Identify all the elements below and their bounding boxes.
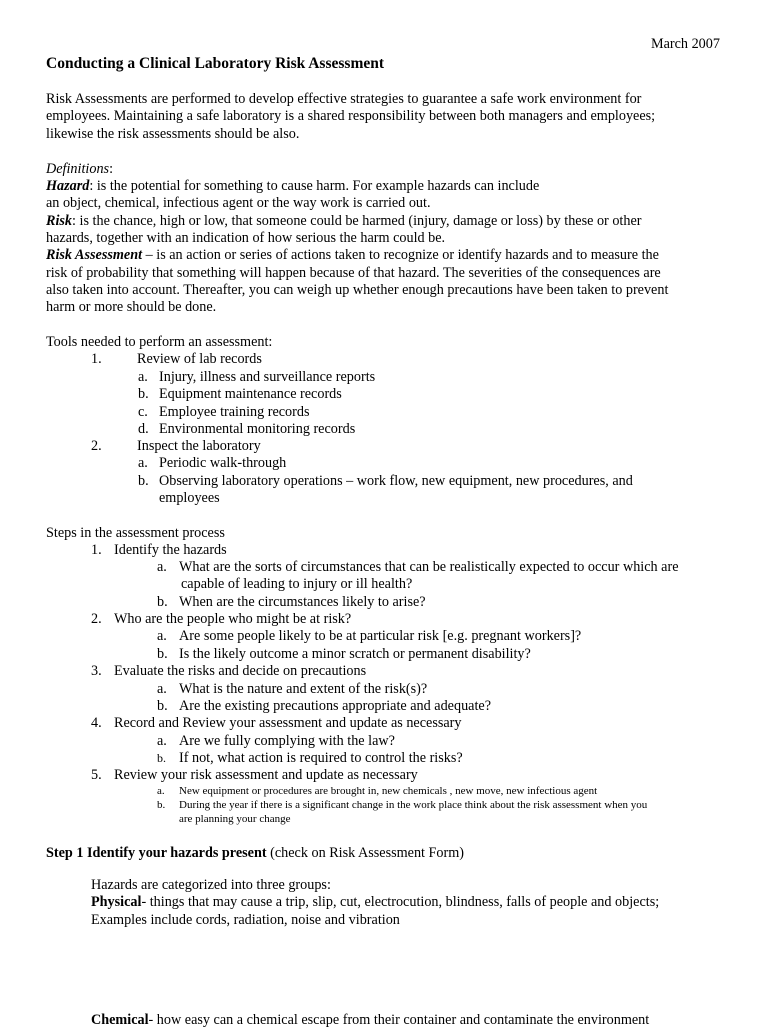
hazard-definition: Hazard: is the potential for something to cause harm. For example hazards can include — [46, 178, 540, 194]
sub-item: When are the circumstances likely to arise? — [179, 594, 426, 610]
physical-hazard: Physical- things that may cause a trip, slip, cut, electrocution, blindness, falls of people and objects; — [91, 894, 660, 910]
definitions-heading: Definitions: — [46, 161, 114, 177]
list-item: Who are the people who might be at risk? — [114, 611, 352, 627]
sub-item-cont: capable of leading to injury or ill health? — [181, 576, 413, 592]
list-letter: b. — [138, 386, 149, 402]
sub-item: Injury, illness and surveillance reports — [159, 369, 376, 385]
list-letter: b. — [157, 594, 168, 610]
sub-item: During the year if there is a significant change in the work place think about the risk assessment when you — [179, 799, 648, 811]
intro-line: employees. Maintaining a safe laboratory is a shared responsibility between both managers and employees; — [46, 108, 656, 124]
list-number: 1. — [91, 542, 102, 558]
risk-assessment-term: Risk Assessment — [46, 247, 143, 263]
list-item: Record and Review your assessment and update as necessary — [114, 715, 462, 731]
list-letter: b. — [157, 751, 166, 765]
list-letter: a. — [138, 455, 148, 471]
document-date: March 2007 — [651, 36, 720, 52]
sub-item: Environmental monitoring records — [159, 421, 356, 437]
list-letter: d. — [138, 421, 149, 437]
sub-item: Periodic walk-through — [159, 455, 287, 471]
sub-item: Is the likely outcome a minor scratch or permanent disability? — [179, 646, 531, 662]
hazard-groups-intro: Hazards are categorized into three groups: — [91, 877, 331, 893]
step1-heading-bold: Step 1 Identify your hazards present — [46, 845, 267, 861]
sub-item: Employee training records — [159, 404, 310, 420]
sub-item: Are the existing precautions appropriate and adequate? — [179, 698, 491, 714]
list-letter: a. — [157, 628, 167, 644]
risk-term: Risk — [46, 213, 73, 229]
sub-item-cont: are planning your change — [179, 813, 291, 825]
definitions-heading-text: Definitions — [46, 161, 110, 177]
list-number: 2. — [91, 611, 102, 627]
document-title: Conducting a Clinical Laboratory Risk Assessment — [46, 55, 385, 72]
list-number: 4. — [91, 715, 102, 731]
list-item: Review of lab records — [137, 351, 262, 367]
list-number: 5. — [91, 767, 102, 783]
sub-item-cont: employees — [159, 490, 220, 506]
physical-examples: Examples include cords, radiation, noise and vibration — [91, 912, 400, 928]
sub-item: Observing laboratory operations – work flow, new equipment, new procedures, and — [159, 473, 633, 489]
list-number: 1. — [91, 351, 102, 367]
list-letter: b. — [157, 698, 168, 714]
list-letter: a. — [157, 681, 167, 697]
sub-item: What is the nature and extent of the risk(s)? — [179, 681, 428, 697]
list-item: Review your risk assessment and update as necessary — [114, 767, 418, 783]
physical-term: Physical — [91, 894, 142, 910]
list-letter: a. — [138, 369, 148, 385]
hazard-definition-cont: an object, chemical, infectious agent or the way work is carried out. — [46, 195, 431, 211]
sub-item: Equipment maintenance records — [159, 386, 342, 402]
list-letter: b. — [138, 473, 149, 489]
chemical-hazard: Chemical- how easy can a chemical escape from their container and contaminate the environment — [91, 1012, 650, 1028]
sub-item: Are some people likely to be at particular risk [e.g. pregnant workers]? — [179, 628, 582, 644]
intro-line: Risk Assessments are performed to develop effective strategies to guarantee a safe work environment for — [46, 91, 642, 107]
list-number: 3. — [91, 663, 102, 679]
sub-item: If not, what action is required to control the risks? — [179, 750, 463, 766]
risk-assessment-definition: Risk Assessment – is an action or series of actions taken to recognize or identify hazards and to measure the — [46, 247, 659, 263]
chemical-term: Chemical — [91, 1012, 149, 1028]
risk-assessment-definition-cont: risk of probability that something will happen because of that hazard. The severities of the consequences are — [46, 265, 661, 281]
list-letter: a. — [157, 733, 167, 749]
risk-definition-cont: hazards, together with an indication of how serious the harm could be. — [46, 230, 446, 246]
list-letter: b. — [157, 646, 168, 662]
list-letter: a. — [157, 785, 165, 797]
steps-heading: Steps in the assessment process — [46, 525, 225, 541]
list-letter: a. — [157, 559, 167, 575]
list-item: Inspect the laboratory — [137, 438, 261, 454]
risk-assessment-definition-cont: also taken into account. Thereafter, you can weigh up whether enough precautions have been taken to prevent — [46, 282, 669, 298]
hazard-term: Hazard — [46, 178, 90, 194]
list-item: Evaluate the risks and decide on precautions — [114, 663, 367, 679]
list-letter: c. — [138, 404, 148, 420]
risk-definition: Risk: is the chance, high or low, that someone could be harmed (injury, damage or loss) by these or other — [46, 213, 642, 229]
list-item: Identify the hazards — [114, 542, 227, 558]
step1-heading: Step 1 Identify your hazards present (check on Risk Assessment Form) — [46, 845, 465, 861]
list-number: 2. — [91, 438, 102, 454]
risk-assessment-definition-cont: harm or more should be done. — [46, 299, 217, 315]
sub-item: What are the sorts of circumstances that can be realistically expected to occur which are — [179, 559, 679, 575]
intro-line: likewise the risk assessments should be also. — [46, 126, 300, 142]
sub-item: Are we fully complying with the law? — [179, 733, 395, 749]
tools-heading: Tools needed to perform an assessment: — [46, 334, 273, 350]
list-letter: b. — [157, 799, 166, 811]
sub-item: New equipment or procedures are brought in, new chemicals , new move, new infectious agent — [179, 785, 598, 797]
